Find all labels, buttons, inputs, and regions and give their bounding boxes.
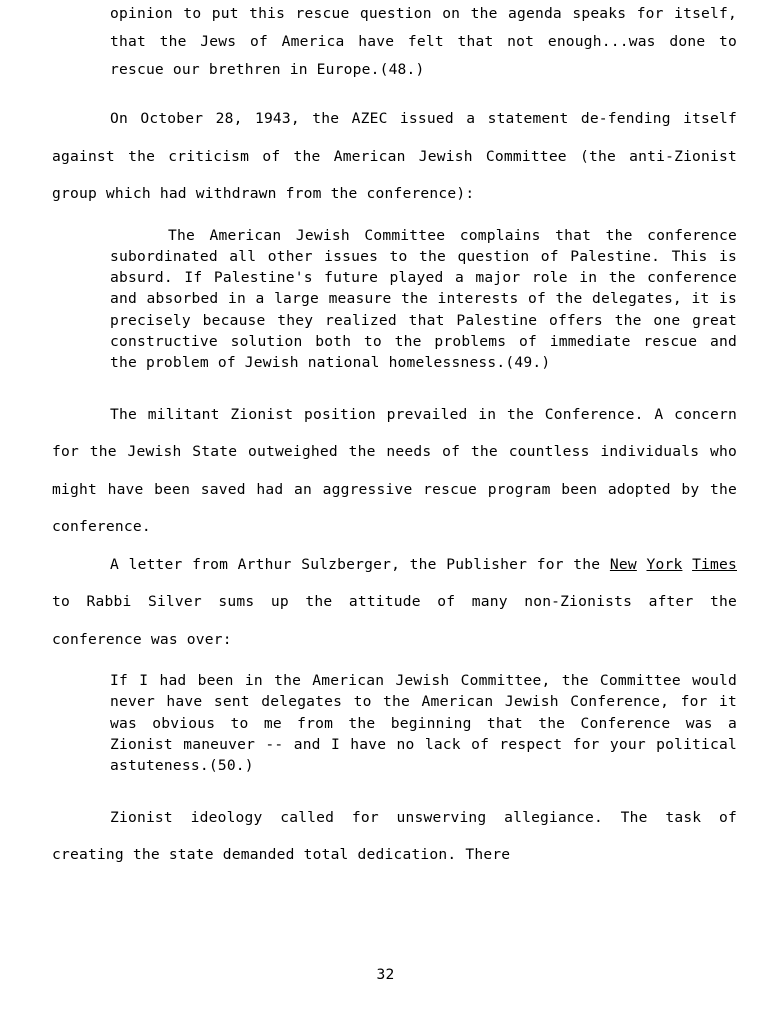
title-word-york: York [646, 555, 683, 573]
newspaper-title [610, 556, 637, 573]
newspaper-title-times [692, 556, 737, 573]
paragraph-zionist-ideology: Zionist ideology called for unswerving allegiance. The task of creating the state demanded total dedication. There [52, 808, 737, 864]
sulzberger-text-after: to Rabbi Silver sums up the attitude of many non-Zionists after the conference was over: [52, 593, 737, 648]
title-word-times: Times [692, 555, 737, 573]
blockquote-ajc-complains: The American Jewish Committee complains that the conference subordinated all other issues to the question of Palestine. This is absurd. If Palestine's future played a major role in the conference and absorbed in a large measure the interests of the delegates, it is precisely because they realized that Palestine offers the one great constructive solution both to the problems of immediate rescue and the problem of Jewish national homelessness.(49.) [110, 226, 737, 372]
newspaper-title-york [646, 556, 682, 573]
sulzberger-text-before: A letter from Arthur Sulzberger, the Publisher for the [110, 555, 610, 573]
blockquote-sulzberger: If I had been in the American Jewish Committee, the Committee would never have sent delegates to the American Jewish Conference, for it was obvious to me from the beginning that the Conference was a Zionist maneuver -- and I have no lack of respect for your political astuteness.(50.) [110, 672, 737, 775]
spacer [52, 84, 737, 100]
paragraph-sulzberger-letter [52, 546, 737, 659]
paragraph-militant-zionist: The militant Zionist position prevailed in the Conference. A concern for the Jewish State outweighed the needs of the countless individuals who might have been saved had an aggressive rescue program been adopted by the conference. [52, 405, 737, 536]
spacer [52, 386, 737, 396]
page-number: 32 [376, 966, 395, 983]
spacer [52, 789, 737, 799]
title-word-new: New [609, 555, 637, 573]
paragraph-azec-statement: On October 28, 1943, the AZEC issued a statement de-fending itself against the criticism of the American Jewish Committee (the anti-Zionist group which had withdrawn from the conference): [52, 110, 737, 202]
blockquote-opinion-continued: opinion to put this rescue question on the agenda speaks for itself, that the Jews of America have felt that not enough...was done to rescue our brethren in Europe.(48.) [110, 5, 737, 78]
